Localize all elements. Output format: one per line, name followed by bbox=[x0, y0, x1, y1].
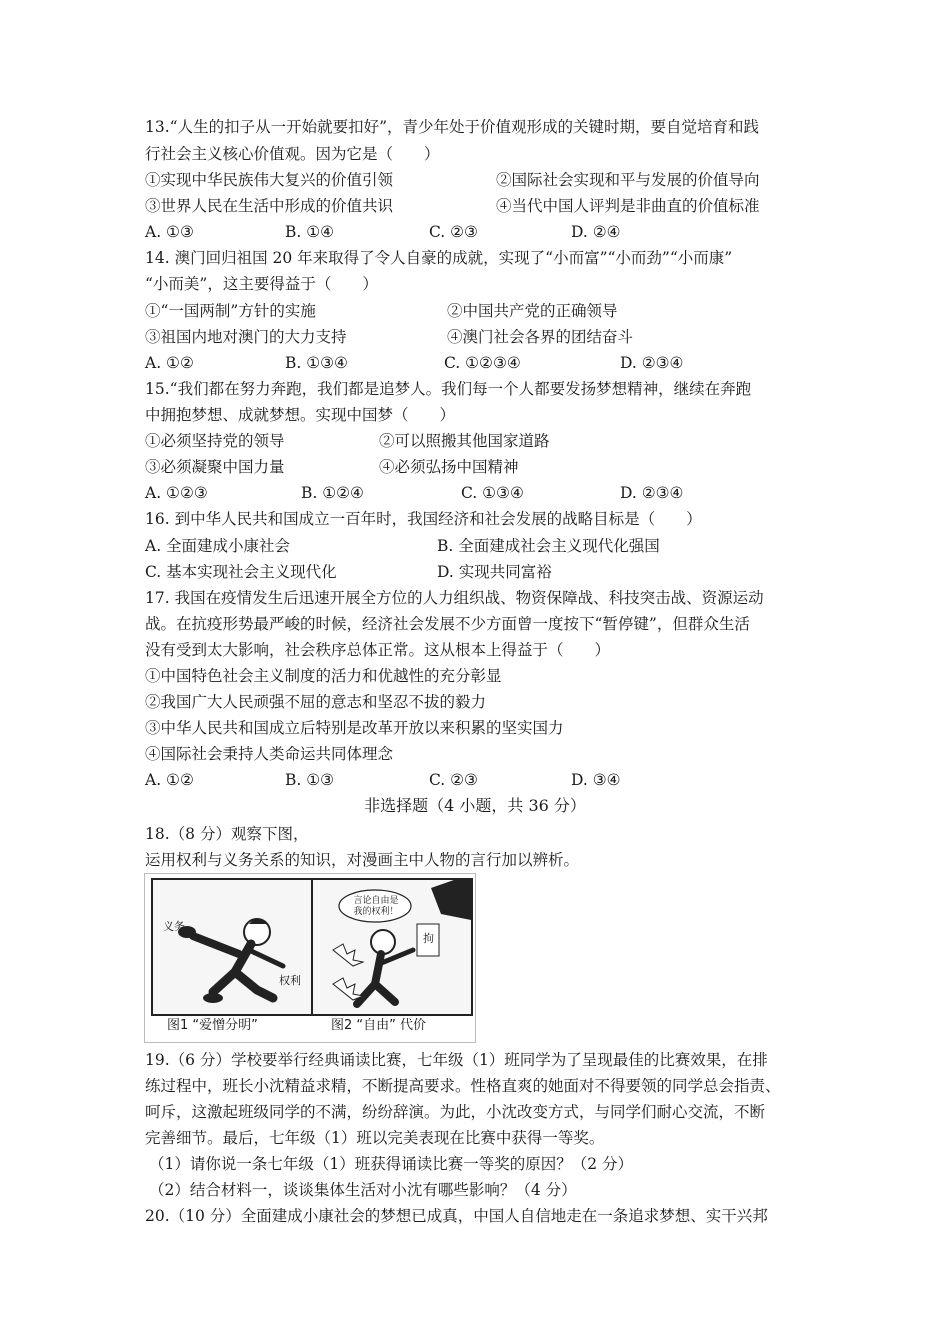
q17-choice-a: A. ①② bbox=[145, 771, 194, 789]
q13-statement-4: ④当代中国人评判是非曲直的价值标准 bbox=[496, 197, 760, 215]
q17-stem-line3: 没有受到太大影响，社会秩序总体正常。这从根本上得益于（ ） bbox=[145, 641, 611, 659]
q15-statement-1: ①必须坚持党的领导 bbox=[145, 432, 285, 450]
cartoon-panel-2 bbox=[311, 878, 473, 1016]
q13-stem-line2: 行社会主义核心价值观。因为它是（ ） bbox=[145, 145, 440, 163]
q17-statement-4: ④国际社会秉持人类命运共同体理念 bbox=[145, 745, 394, 763]
q19-subquestion-2: （2）结合材料一，谈谈集体生活对小沈有哪些影响？（4 分） bbox=[149, 1181, 577, 1199]
q16-choice-c: C. 基本实现社会主义现代化 bbox=[145, 563, 337, 581]
q15-choice-a: A. ①②③ bbox=[145, 484, 208, 502]
q15-stem-line1: 15.“我们都在努力奔跑，我们都是追梦人。我们每一个人都要发扬梦想精神，继续在奔跑 bbox=[145, 380, 752, 398]
fig1-tag-right: 权利 bbox=[279, 974, 301, 987]
q16-choice-a: A. 全面建成小康社会 bbox=[145, 537, 291, 555]
q15-statement-2: ②可以照搬其他国家道路 bbox=[379, 432, 550, 450]
kicking-man-illustration bbox=[153, 880, 311, 1014]
cartoon-panel-1 bbox=[151, 878, 313, 1016]
q13-choice-b: B. ①④ bbox=[285, 223, 335, 241]
q15-statement-3: ③必须凝聚中国力量 bbox=[145, 458, 285, 476]
q15-stem-line2: 中拥抱梦想、成就梦想。实现中国梦（ ） bbox=[145, 406, 456, 424]
q18-cartoon-figure bbox=[144, 873, 476, 1043]
q17-choice-b: B. ①③ bbox=[285, 771, 335, 789]
fig2-tag-detain: 拘 bbox=[423, 932, 434, 945]
q19-subquestion-1: （1）请你说一条七年级（1）班获得诵读比赛一等奖的原因？（2 分） bbox=[149, 1155, 634, 1173]
q13-statement-3: ③世界人民在生活中形成的价值共识 bbox=[145, 197, 394, 215]
q17-statement-2: ②我国广大人民顽强不屈的意志和坚忍不拔的毅力 bbox=[145, 693, 487, 711]
q18-stem-line2: 运用权利与义务关系的知识，对漫画主中人物的言行加以辨析。 bbox=[145, 851, 580, 869]
q14-stem-line1: 14. 澳门回归祖国 20 年来取得了令人自豪的成就，实现了“小而富”“小而劲”“小而康” bbox=[145, 249, 733, 267]
q19-stem-line3: 呵斥，这激起班级同学的不满，纷纷辞演。为此，小沈改变方式，与同学们耐心交流，不断 bbox=[145, 1103, 766, 1121]
q14-stem-line2: “小而美”，这主要得益于（ ） bbox=[145, 275, 378, 293]
q13-choice-a: A. ①③ bbox=[145, 223, 194, 241]
fig2-speech-bubble: 言论自由是我的权利！ bbox=[353, 896, 399, 917]
q16-choice-b: B. 全面建成社会主义现代化强国 bbox=[437, 537, 660, 555]
fig1-caption: 图1 “爱憎分明” bbox=[167, 1018, 258, 1033]
q17-statement-1: ①中国特色社会主义制度的活力和优越性的充分彰显 bbox=[145, 667, 502, 685]
q17-choice-c: C. ②③ bbox=[429, 771, 478, 789]
q16-choice-d: D. 实现共同富裕 bbox=[437, 563, 552, 581]
q13-statement-2: ②国际社会实现和平与发展的价值导向 bbox=[496, 171, 760, 189]
q14-choice-c: C. ①②③④ bbox=[444, 354, 521, 372]
fig2-caption: 图2 “自由” 代价 bbox=[331, 1018, 427, 1033]
q15-choice-d: D. ②③④ bbox=[620, 484, 684, 502]
q14-statement-4: ④澳门社会各界的团结奋斗 bbox=[447, 328, 634, 346]
q14-statement-3: ③祖国内地对澳门的大力支持 bbox=[145, 328, 347, 346]
q15-choice-c: C. ①③④ bbox=[461, 484, 524, 502]
q13-choice-c: C. ②③ bbox=[429, 223, 478, 241]
q17-statement-3: ③中华人民共和国成立后特别是改革开放以来积累的坚实国力 bbox=[145, 719, 564, 737]
q13-statement-1: ①实现中华民族伟大复兴的价值引领 bbox=[145, 171, 394, 189]
fig1-tag-duty: 义务 bbox=[163, 920, 185, 933]
q15-choice-b: B. ①②④ bbox=[301, 484, 364, 502]
q14-choice-d: D. ②③④ bbox=[620, 354, 684, 372]
q20-stem-line1: 20.（10 分）全面建成小康社会的梦想已成真，中国人自信地走在一条追求梦想、实干兴邦 bbox=[145, 1207, 768, 1225]
q17-stem-line1: 17. 我国在疫情发生后迅速开展全方位的人力组织战、物资保障战、科技突击战、资源运动 bbox=[145, 589, 764, 607]
q13-stem-line1: 13.“人生的扣子从一开始就要扣好”，青少年处于价值观形成的关键时期，要自觉培育和践 bbox=[145, 118, 760, 136]
q19-stem-line2: 练过程中，班长小沈精益求精，不断提高要求。性格直爽的她面对不得要领的同学总会指责、 bbox=[145, 1077, 781, 1095]
q14-choice-a: A. ①② bbox=[145, 354, 194, 372]
q13-choice-d: D. ②④ bbox=[571, 223, 621, 241]
q15-statement-4: ④必须弘扬中国精神 bbox=[379, 458, 519, 476]
q14-statement-1: ①“一国两制”方针的实施 bbox=[145, 302, 316, 320]
q19-stem-line1: 19.（6 分）学校要举行经典诵读比赛，七年级（1）班同学为了呈现最佳的比赛效果，在排 bbox=[145, 1051, 768, 1069]
q19-stem-line4: 完善细节。最后，七年级（1）班以完美表现在比赛中获得一等奖。 bbox=[145, 1129, 605, 1147]
section-title: 非选择题（4 小题，共 36 分） bbox=[364, 796, 586, 815]
q17-choice-d: D. ③④ bbox=[571, 771, 621, 789]
q18-stem-line1: 18.（8 分）观察下图， bbox=[145, 825, 309, 843]
q16-stem-line1: 16. 到中华人民共和国成立一百年时，我国经济和社会发展的战略目标是（ ） bbox=[145, 510, 702, 528]
q14-statement-2: ②中国共产党的正确领导 bbox=[447, 302, 618, 320]
q14-choice-b: B. ①③④ bbox=[285, 354, 348, 372]
q17-stem-line2: 战。在抗疫形势最严峻的时候，经济社会发展不少方面曾一度按下“暂停键”，但群众生活 bbox=[145, 615, 750, 633]
